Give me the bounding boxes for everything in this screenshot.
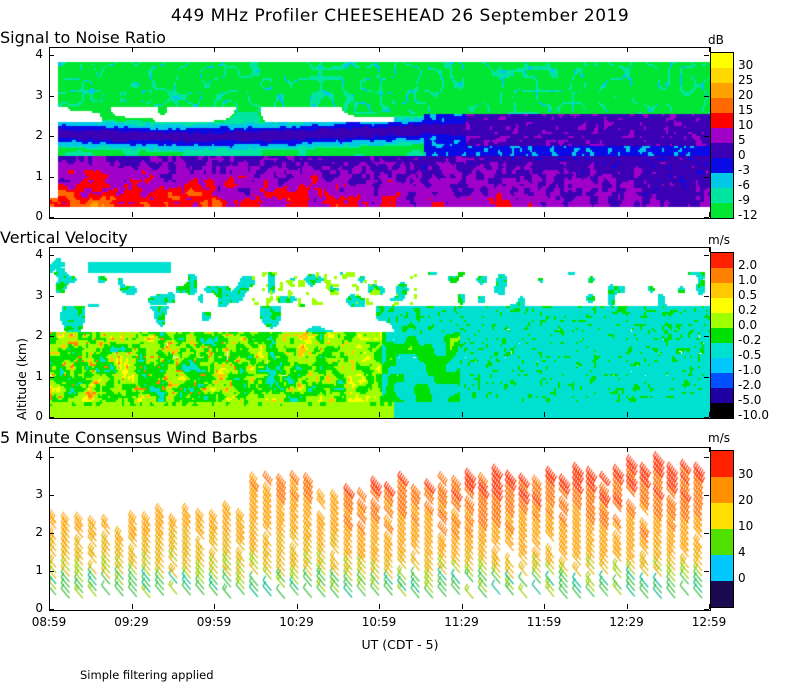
x-tick-label: 10:59 (361, 615, 397, 629)
y-tick-mark (49, 571, 54, 572)
colorbar-segment (711, 388, 733, 403)
colorbar-segment (711, 253, 733, 268)
x-tick-label: 12:59 (691, 615, 727, 629)
x-tick-mark (214, 47, 215, 52)
colorbar-segment (711, 203, 733, 218)
colorbar-segment (711, 173, 733, 188)
x-tick-mark (379, 412, 380, 417)
colorbar-segment (711, 83, 733, 98)
y-tick-mark (704, 96, 709, 97)
x-tick-mark (627, 212, 628, 217)
x-tick-mark (214, 604, 215, 609)
y-tick-label: 2 (35, 128, 43, 143)
y-tick-mark (49, 533, 54, 534)
x-tick-mark (49, 47, 50, 52)
y-tick-mark (704, 417, 709, 418)
y-tick-mark (49, 417, 54, 418)
colorbar-tick-label: 10 (738, 519, 754, 533)
colorbar-segment (711, 143, 733, 158)
y-tick-mark (49, 96, 54, 97)
x-tick-mark (462, 212, 463, 217)
x-tick-mark (544, 412, 545, 417)
x-tick-mark (132, 212, 133, 217)
x-tick-label: 11:59 (526, 615, 562, 629)
y-tick-label: 4 (35, 448, 43, 463)
colorbar-tick-label: -1.0 (738, 363, 762, 377)
x-tick-mark (462, 604, 463, 609)
colorbar-tick-label: 0.2 (738, 303, 758, 317)
plot-wind-barbs (49, 447, 711, 611)
colorbar-segment (711, 283, 733, 298)
y-tick-mark (704, 457, 709, 458)
plot-signal-to-noise-ratio (49, 47, 711, 219)
colorbar-segment (711, 358, 733, 373)
colorbar-segment (711, 158, 733, 173)
colorbar-segment (711, 451, 733, 477)
plot-vertical-velocity (49, 247, 711, 419)
y-tick-label: 1 (35, 168, 43, 183)
y-tick-label: 4 (35, 47, 43, 62)
y-tick-mark (704, 495, 709, 496)
colorbar-tick-label: 30 (738, 58, 754, 72)
x-tick-mark (297, 412, 298, 417)
colorbar-tick-label: 2.0 (738, 258, 758, 272)
x-tick-label: 08:59 (31, 615, 67, 629)
colorbar-tick-label: 0.0 (738, 318, 758, 332)
colorbar-tick-label: -0.2 (738, 333, 762, 347)
y-tick-label: 2 (35, 328, 43, 343)
x-tick-label: 09:29 (114, 615, 149, 629)
y-tick-mark (704, 571, 709, 572)
colorbar-tick-label: -6 (738, 178, 750, 192)
x-tick-mark (544, 604, 545, 609)
x-tick-mark (132, 412, 133, 417)
y-tick-mark (49, 136, 54, 137)
y-tick-mark (49, 217, 54, 218)
y-tick-label: 3 (35, 87, 43, 102)
x-tick-mark (49, 212, 50, 217)
colorbar-tick-label: -12 (738, 208, 758, 222)
panel-title-wind-barbs: 5 Minute Consensus Wind Barbs (0, 428, 258, 447)
y-tick-label: 0 (35, 409, 43, 423)
colorbar-segment (711, 477, 733, 503)
x-tick-label: 11:29 (444, 615, 479, 629)
x-tick-mark (462, 447, 463, 452)
x-tick-mark (214, 412, 215, 417)
colorbar-segment (711, 555, 733, 581)
x-tick-mark (379, 212, 380, 217)
y-tick-mark (49, 457, 54, 458)
x-tick-mark (49, 412, 50, 417)
colorbar-segment (711, 128, 733, 143)
colorbar-segment (711, 373, 733, 388)
colorbar-tick-label: -2.0 (738, 378, 762, 392)
x-tick-mark (379, 47, 380, 52)
y-tick-mark (704, 55, 709, 56)
colorbar-segment (711, 113, 733, 128)
x-tick-mark (132, 447, 133, 452)
colorbar-tick-label: 20 (738, 88, 754, 102)
colorbar-segment (711, 98, 733, 113)
x-tick-mark (297, 47, 298, 52)
x-tick-mark (627, 247, 628, 252)
colorbar-tick-label: 20 (738, 493, 754, 507)
x-tick-mark (49, 447, 50, 452)
y-axis-title: Altitude (km) (14, 338, 29, 420)
colorbar-tick-label: 1.0 (738, 273, 758, 287)
colorbar-tick-label: 0 (738, 571, 746, 585)
x-tick-mark (627, 447, 628, 452)
y-tick-mark (49, 495, 54, 496)
colorbar-wind_barbs (710, 450, 734, 608)
x-tick-mark (544, 47, 545, 52)
colorbar-tick-label: -0.5 (738, 348, 762, 362)
colorbar-segment (711, 53, 733, 68)
colorbar-units-snr: dB (708, 33, 724, 47)
y-tick-mark (704, 377, 709, 378)
x-tick-mark (627, 47, 628, 52)
colorbar-segment (711, 188, 733, 203)
x-tick-mark (49, 247, 50, 252)
y-tick-label: 1 (35, 562, 43, 577)
y-tick-label: 2 (35, 524, 43, 539)
x-tick-label: 12:29 (609, 615, 644, 629)
colorbar-segment (711, 529, 733, 555)
x-tick-mark (297, 247, 298, 252)
y-tick-mark (49, 377, 54, 378)
colorbar-vertical_velocity (710, 252, 734, 419)
y-tick-mark (704, 296, 709, 297)
x-tick-mark (379, 247, 380, 252)
colorbar-segment (711, 343, 733, 358)
y-tick-label: 0 (35, 601, 43, 615)
panel-title-vertical-velocity: Vertical Velocity (0, 228, 128, 247)
colorbar-tick-label: 30 (738, 467, 754, 481)
colorbar-tick-label: 15 (738, 103, 754, 117)
x-tick-mark (297, 212, 298, 217)
colorbar-units-vertical_velocity: m/s (708, 233, 730, 247)
colorbar-units-wind_barbs: m/s (708, 431, 730, 445)
x-tick-mark (379, 447, 380, 452)
colorbar-tick-label: 10 (738, 118, 754, 132)
x-tick-mark (627, 604, 628, 609)
y-tick-mark (704, 609, 709, 610)
x-tick-mark (462, 47, 463, 52)
y-tick-label: 3 (35, 486, 43, 501)
colorbar-segment (711, 581, 733, 607)
colorbar-segment (711, 503, 733, 529)
x-tick-mark (49, 604, 50, 609)
x-tick-mark (544, 247, 545, 252)
x-tick-mark (379, 604, 380, 609)
colorbar-snr (710, 52, 734, 219)
x-tick-mark (214, 247, 215, 252)
colorbar-segment (711, 68, 733, 83)
colorbar-segment (711, 313, 733, 328)
x-tick-mark (462, 412, 463, 417)
x-axis-title: UT (CDT - 5) (361, 637, 439, 652)
y-tick-mark (49, 255, 54, 256)
x-tick-mark (132, 247, 133, 252)
x-tick-mark (462, 247, 463, 252)
y-tick-mark (49, 336, 54, 337)
x-tick-mark (132, 47, 133, 52)
panel-title-snr: Signal to Noise Ratio (0, 28, 166, 47)
y-tick-mark (49, 177, 54, 178)
colorbar-tick-label: -9 (738, 193, 750, 207)
y-tick-label: 3 (35, 287, 43, 302)
colorbar-tick-label: 4 (738, 545, 746, 559)
colorbar-segment (711, 328, 733, 343)
y-tick-mark (49, 609, 54, 610)
x-tick-mark (544, 212, 545, 217)
colorbar-tick-label: -10.0 (738, 408, 770, 422)
x-tick-mark (627, 412, 628, 417)
x-tick-label: 09:59 (196, 615, 232, 629)
y-tick-label: 1 (35, 368, 43, 383)
y-tick-mark (704, 177, 709, 178)
y-tick-mark (704, 136, 709, 137)
colorbar-tick-label: 0 (738, 148, 746, 162)
footnote: Simple filtering applied (80, 668, 214, 682)
colorbar-segment (711, 298, 733, 313)
y-tick-mark (704, 533, 709, 534)
y-tick-mark (704, 336, 709, 337)
x-tick-mark (297, 447, 298, 452)
y-tick-mark (704, 255, 709, 256)
x-tick-mark (297, 604, 298, 609)
colorbar-tick-label: -5.0 (738, 393, 762, 407)
y-tick-mark (49, 55, 54, 56)
colorbar-segment (711, 268, 733, 283)
colorbar-tick-label: 0.5 (738, 288, 758, 302)
y-tick-mark (704, 217, 709, 218)
x-tick-label: 10:29 (279, 615, 314, 629)
y-tick-label: 4 (35, 247, 43, 262)
colorbar-tick-label: 5 (738, 133, 746, 147)
y-tick-mark (49, 296, 54, 297)
colorbar-segment (711, 403, 733, 418)
x-tick-mark (214, 447, 215, 452)
colorbar-tick-label: -3 (738, 163, 750, 177)
colorbar-tick-label: 25 (738, 73, 754, 87)
page-title: 449 MHz Profiler CHEESEHEAD 26 September 2019 (170, 6, 630, 26)
x-tick-mark (214, 212, 215, 217)
x-tick-mark (544, 447, 545, 452)
x-tick-mark (132, 604, 133, 609)
y-tick-label: 0 (35, 209, 43, 223)
